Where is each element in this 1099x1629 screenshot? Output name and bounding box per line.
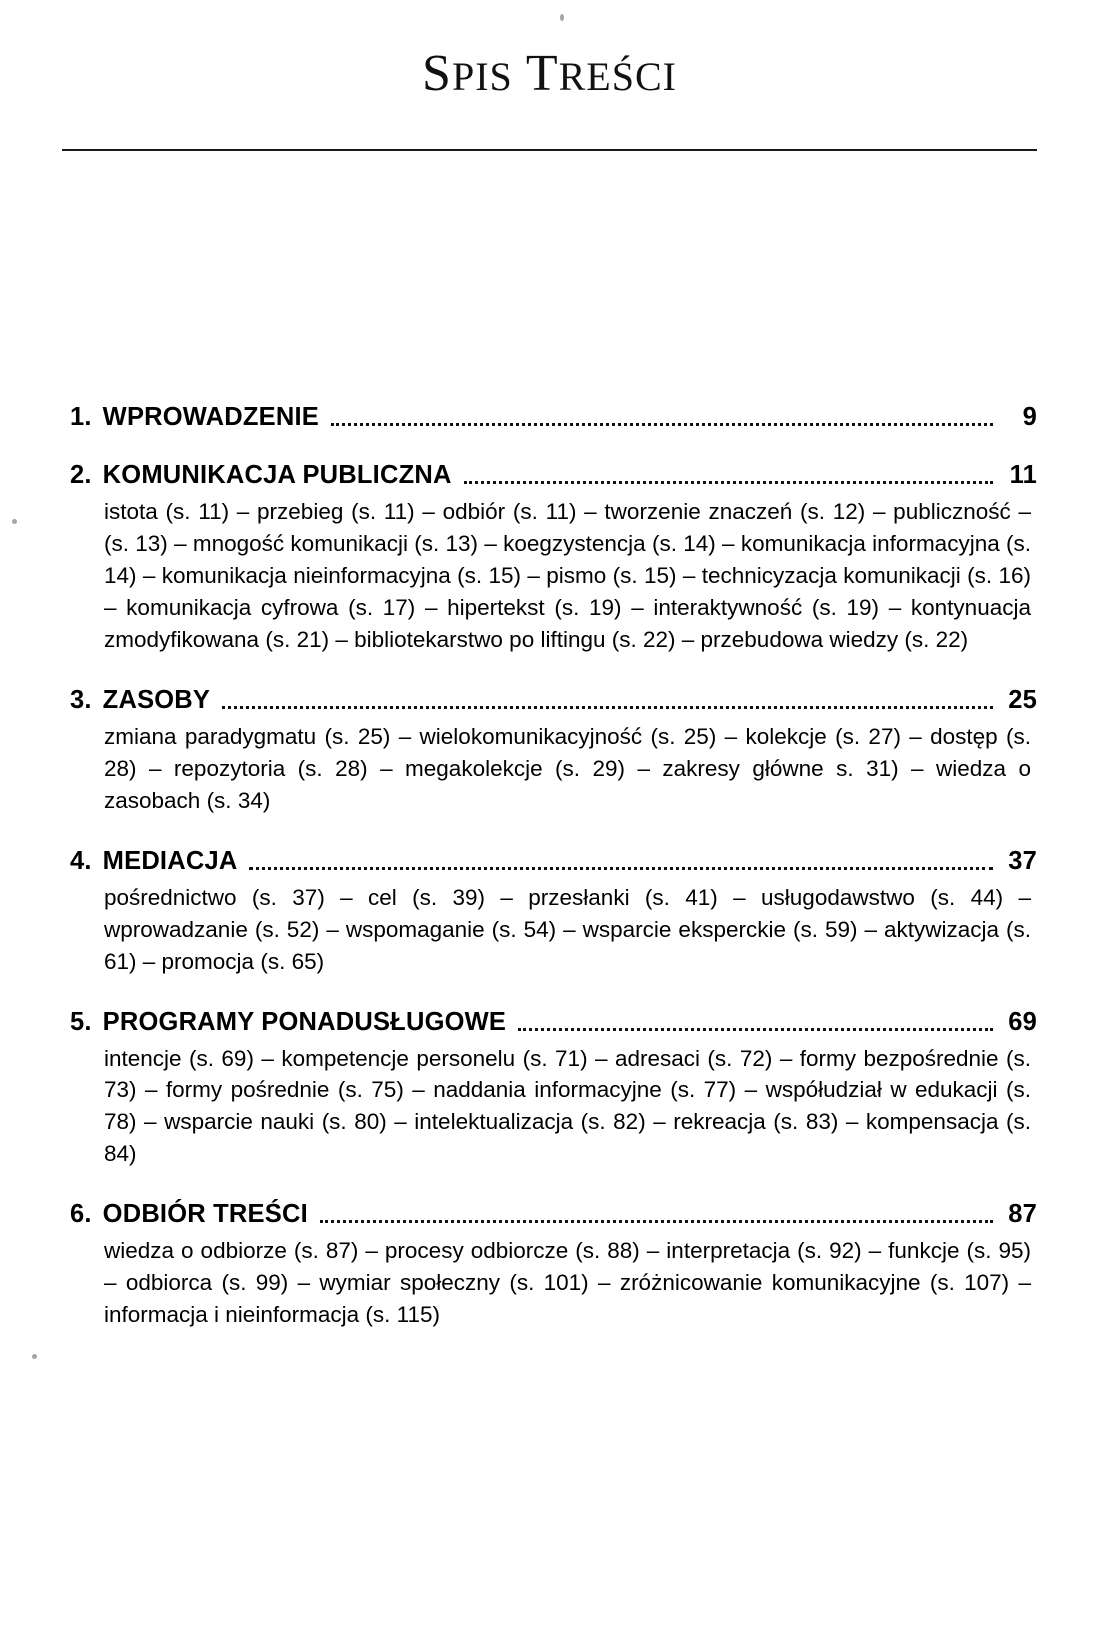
scan-speck — [560, 14, 564, 21]
toc-entry-number: 5. — [70, 1007, 92, 1036]
toc-entry-title: MEDIACJA — [102, 846, 238, 875]
toc-entry-title: ODBIÓR TREŚCI — [102, 1200, 308, 1229]
toc-entry-number: 2. — [70, 461, 92, 490]
toc-entry[interactable] — [70, 461, 1037, 656]
title-divider — [62, 149, 1037, 151]
toc-entry-title: ZASOBY — [102, 685, 211, 714]
toc-leader-dots — [222, 705, 993, 709]
scan-speck — [32, 1354, 37, 1359]
page-title-rest-resci: REŚCI — [558, 54, 677, 99]
page-title-cap-t: T — [525, 45, 559, 102]
toc-leader-dots — [464, 480, 993, 484]
toc-entry-head[interactable] — [70, 461, 1037, 489]
toc-entry-head[interactable] — [70, 847, 1037, 875]
scan-speck — [12, 519, 17, 524]
toc-entry[interactable] — [70, 847, 1037, 978]
table-of-contents — [0, 403, 1099, 1331]
toc-entry-title: WPROWADZENIE — [102, 403, 319, 431]
toc-entry-page: 11 — [1009, 461, 1037, 490]
toc-entry-page: 37 — [1008, 846, 1037, 875]
toc-entry-description: wiedza o odbiorze (s. 87) – procesy odbiorcze (s. 88) – interpretacja (s. 92) – funkcje (s. 95) – odbiorca (s. 99) – wymiar społeczny (s. 101) – zróżnicowanie komunikacyjne (s. 107) – informacja i nieinformacja (s. 115) — [104, 1238, 1031, 1328]
toc-entry-page: 87 — [1008, 1200, 1037, 1229]
toc-entry-head[interactable] — [70, 1200, 1037, 1228]
toc-entry-number: 1. — [70, 403, 92, 431]
toc-entry-description: pośrednictwo (s. 37) – cel (s. 39) – przesłanki (s. 41) – usługodawstwo (s. 44) – wprowadzanie (s. 52) – wspomaganie (s. 54) – wsparcie eksperckie (s. 59) – aktywizacja (s. 61) – promocja (s. 65) — [104, 884, 1031, 974]
toc-entry-number: 3. — [70, 685, 92, 714]
toc-entry-description: intencje (s. 69) – kompetencje personelu (s. 71) – adresaci (s. 72) – formy bezpośrednie (s. 73) – formy pośrednie (s. 75) – naddania informacyjne (s. 77) – współudział w edukacji (s. 78) – wsparcie nauki (s. 80) – intelektualizacja (s. 82) – rekreacja (s. 83) – kompensacja (s. 84) — [104, 1045, 1031, 1167]
toc-entry-description: istota (s. 11) – przebieg (s. 11) – odbiór (s. 11) – tworzenie znaczeń (s. 12) – publiczność – (s. 13) – mnogość komunikacji (s. 13) – koegzystencja (s. 14) – komunikacja informacyjna (s. 14) – komunikacja nieinformacyjna (s. 15) – pismo (s. 15) – technicyzacja komunikacji (s. 16) – komunikacja cyfrowa (s. 17) – hipertekst (s. 19) – interaktywność (s. 19) – kontynuacja zmodyfikowana (s. 21) – bibliotekarstwo po liftingu (s. 22) – przebudowa wiedzy (s. 22) — [104, 499, 1031, 652]
toc-entry[interactable] — [70, 1200, 1037, 1331]
toc-entry-page: 25 — [1008, 685, 1037, 714]
toc-entry-description: zmiana paradygmatu (s. 25) – wielokomunikacyjność (s. 25) – kolekcje (s. 27) – dostęp (s. 28) – repozytoria (s. 28) – megakolekcje (s. 29) – zakresy główne s. 31) – wiedza o zasobach (s. 34) — [104, 723, 1031, 813]
page-title-cap-s: S — [422, 45, 452, 102]
toc-entry-head[interactable] — [70, 1008, 1037, 1036]
toc-leader-dots — [518, 1027, 993, 1031]
page-title-rest-pis: PIS — [451, 54, 513, 99]
toc-leader-dots — [331, 422, 993, 426]
toc-entry-number: 6. — [70, 1200, 92, 1229]
toc-entry-title: PROGRAMY PONADUSŁUGOWE — [102, 1007, 507, 1036]
toc-entry-head[interactable] — [70, 403, 1037, 431]
toc-entry-page: 69 — [1008, 1007, 1037, 1036]
toc-entry-head[interactable] — [70, 686, 1037, 714]
toc-leader-dots — [249, 866, 993, 870]
toc-entry[interactable] — [70, 1008, 1037, 1171]
toc-entry-title: KOMUNIKACJA PUBLICZNA — [102, 461, 452, 490]
page-title — [0, 0, 1099, 103]
toc-entry-page: 9 — [1022, 403, 1037, 431]
toc-entry-number: 4. — [70, 846, 92, 875]
toc-entry[interactable] — [70, 403, 1037, 431]
toc-leader-dots — [320, 1219, 993, 1223]
toc-entry[interactable] — [70, 686, 1037, 817]
